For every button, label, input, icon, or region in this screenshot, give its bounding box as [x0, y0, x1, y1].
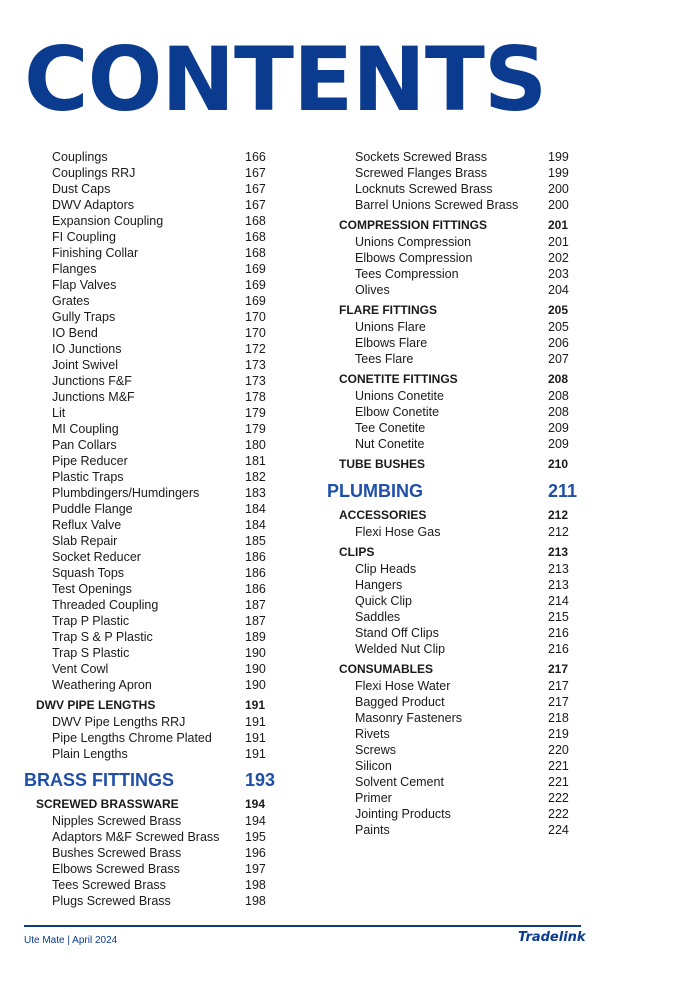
toc-entry-name: Plumbdingers/Humdingers	[52, 486, 200, 500]
toc-page-number: 221	[548, 775, 569, 789]
toc-page-number: 216	[548, 626, 569, 640]
toc-entry[interactable]	[24, 197, 274, 213]
toc-page-number: 190	[245, 662, 266, 676]
toc-entry[interactable]	[24, 581, 274, 597]
toc-entry[interactable]	[327, 149, 577, 165]
toc-entry[interactable]	[24, 549, 274, 565]
toc-page-number: 208	[548, 405, 569, 419]
toc-page-number: 180	[245, 438, 266, 452]
toc-page-number: 210	[548, 457, 569, 471]
toc-page-number: 213	[548, 578, 569, 592]
toc-page-number: 184	[245, 518, 266, 532]
toc-entry-name: Finishing Collar	[52, 246, 139, 260]
toc-entry[interactable]	[24, 341, 274, 357]
toc-entry-name: Rivets	[355, 727, 390, 741]
toc-page-number: 190	[245, 678, 266, 692]
toc-page-number: 172	[245, 342, 266, 356]
toc-entry[interactable]	[327, 282, 577, 298]
toc-entry[interactable]	[24, 405, 274, 421]
toc-entry[interactable]	[327, 577, 577, 593]
toc-subheading[interactable]	[327, 371, 577, 388]
toc-entry-name: Solvent Cement	[355, 775, 444, 789]
toc-page-number: 221	[548, 759, 569, 773]
toc-entry[interactable]	[327, 726, 577, 742]
toc-entry-name: Test Openings	[52, 582, 132, 596]
toc-page-number: 205	[548, 303, 569, 317]
toc-entry-name: DWV PIPE LENGTHS	[36, 698, 156, 712]
toc-entry[interactable]	[24, 645, 274, 661]
toc-subheading[interactable]	[327, 302, 577, 319]
toc-entry[interactable]	[24, 181, 274, 197]
toc-page-number: 222	[548, 791, 569, 805]
toc-page-number: 169	[245, 278, 266, 292]
toc-entry[interactable]	[24, 357, 274, 373]
toc-page-number: 170	[245, 326, 266, 340]
toc-entry-name: Stand Off Clips	[355, 626, 439, 640]
toc-entry[interactable]	[327, 593, 577, 609]
toc-page-number: 170	[245, 310, 266, 324]
toc-entry-name: IO Bend	[52, 326, 98, 340]
toc-entry-name: Silicon	[355, 759, 392, 773]
toc-entry-name: Unions Compression	[355, 235, 472, 249]
toc-page-number: 222	[548, 807, 569, 821]
toc-entry-name: Trap P Plastic	[52, 614, 130, 628]
toc-entry-name: Pipe Lengths Chrome Plated	[52, 731, 212, 745]
toc-entry[interactable]	[24, 845, 274, 861]
toc-entry-name: Pipe Reducer	[52, 454, 128, 468]
toc-entry[interactable]	[24, 277, 274, 293]
toc-entry[interactable]	[24, 469, 274, 485]
toc-entry[interactable]	[24, 245, 274, 261]
toc-subheading[interactable]	[327, 661, 577, 678]
toc-entry-name: Elbow Conetite	[355, 405, 440, 419]
toc-entry-name: Bagged Product	[355, 695, 445, 709]
toc-page-number: 214	[548, 594, 569, 608]
contents-column-right	[327, 149, 577, 838]
toc-entry[interactable]	[24, 213, 274, 229]
toc-page-number: 217	[548, 679, 569, 693]
toc-entry-name: Expansion Coupling	[52, 214, 164, 228]
toc-page-number: 224	[548, 823, 569, 837]
toc-entry-name: Grates	[52, 294, 90, 308]
toc-entry-name: CONSUMABLES	[339, 662, 434, 676]
toc-entry-name: CLIPS	[339, 545, 375, 559]
toc-entry-name: Unions Conetite	[355, 389, 444, 403]
toc-entry[interactable]	[24, 149, 274, 165]
toc-entry[interactable]	[327, 165, 577, 181]
toc-entry[interactable]	[327, 197, 577, 213]
toc-page-number: 167	[245, 182, 266, 196]
toc-entry[interactable]	[24, 730, 274, 746]
toc-entry[interactable]	[327, 420, 577, 436]
toc-entry[interactable]	[327, 234, 577, 250]
toc-page-number: 206	[548, 336, 569, 350]
toc-page-number: 205	[548, 320, 569, 334]
toc-page-number: 181	[245, 454, 266, 468]
toc-page-number: 191	[245, 715, 266, 729]
toc-entry-name: Bushes Screwed Brass	[52, 846, 182, 860]
toc-entry-name: Pan Collars	[52, 438, 117, 452]
toc-section[interactable]	[327, 479, 577, 503]
toc-entry-name: Tees Compression	[355, 267, 459, 281]
toc-entry[interactable]	[327, 609, 577, 625]
toc-page-number: 198	[245, 894, 266, 908]
toc-entry-name: COMPRESSION FITTINGS	[339, 218, 488, 232]
toc-entry[interactable]	[24, 517, 274, 533]
toc-entry-name: Puddle Flange	[52, 502, 133, 516]
toc-entry[interactable]	[327, 710, 577, 726]
toc-entry[interactable]	[24, 229, 274, 245]
toc-page-number: 184	[245, 502, 266, 516]
toc-entry[interactable]	[24, 165, 274, 181]
toc-entry-name: Unions Flare	[355, 320, 426, 334]
toc-entry-name: Flexi Hose Gas	[355, 525, 441, 539]
toc-entry-name: Tee Conetite	[355, 421, 426, 435]
toc-entry-name: Screwed Flanges Brass	[355, 166, 488, 180]
toc-entry-name: CONETITE FITTINGS	[339, 372, 458, 386]
toc-page-number: 195	[245, 830, 266, 844]
toc-entry[interactable]	[327, 790, 577, 806]
toc-entry-name: Flexi Hose Water	[355, 679, 451, 693]
toc-entry[interactable]	[24, 661, 274, 677]
toc-entry[interactable]	[327, 561, 577, 577]
toc-entry-name: Tees Flare	[355, 352, 414, 366]
toc-page-number: 182	[245, 470, 266, 484]
toc-entry-name: BRASS FITTINGS	[24, 770, 175, 790]
toc-entry-name: Adaptors M&F Screwed Brass	[52, 830, 220, 844]
toc-entry[interactable]	[327, 335, 577, 351]
toc-page-number: 213	[548, 562, 569, 576]
toc-page-number: 167	[245, 198, 266, 212]
toc-page-number: 213	[548, 545, 569, 559]
toc-page-number: 186	[245, 550, 266, 564]
toc-entry-name: Slab Repair	[52, 534, 118, 548]
toc-entry-name: Masonry Fasteners	[355, 711, 462, 725]
toc-entry-name: DWV Pipe Lengths RRJ	[52, 715, 186, 729]
toc-page-number: 187	[245, 614, 266, 628]
toc-page-number: 208	[548, 372, 569, 386]
toc-entry[interactable]	[327, 266, 577, 282]
toc-entry[interactable]	[24, 813, 274, 829]
toc-entry-name: Lit	[52, 406, 66, 420]
toc-entry[interactable]	[24, 746, 274, 762]
toc-page-number: 167	[245, 166, 266, 180]
toc-page-number: 191	[245, 698, 266, 712]
toc-page-number: 207	[548, 352, 569, 366]
toc-entry[interactable]	[24, 437, 274, 453]
toc-page-number: 179	[245, 406, 266, 420]
toc-entry[interactable]	[327, 774, 577, 790]
toc-entry[interactable]	[24, 877, 274, 893]
toc-entry-name: Junctions M&F	[52, 390, 135, 404]
toc-entry[interactable]	[24, 421, 274, 437]
toc-page-number: 199	[548, 150, 569, 164]
toc-page-number: 191	[245, 747, 266, 761]
toc-entry[interactable]	[327, 250, 577, 266]
toc-entry[interactable]	[24, 373, 274, 389]
toc-entry-name: Trap S Plastic	[52, 646, 130, 660]
toc-page-number: 200	[548, 198, 569, 212]
toc-subheading[interactable]	[327, 544, 577, 561]
toc-entry[interactable]	[327, 404, 577, 420]
toc-page-number: 212	[548, 508, 569, 522]
toc-entry[interactable]	[327, 319, 577, 335]
toc-page-number: 186	[245, 582, 266, 596]
toc-page-number: 173	[245, 358, 266, 372]
toc-page-number: 185	[245, 534, 266, 548]
toc-page-number: 179	[245, 422, 266, 436]
toc-page-number: 215	[548, 610, 569, 624]
toc-page-number: 208	[548, 389, 569, 403]
toc-entry[interactable]	[327, 758, 577, 774]
toc-entry[interactable]	[24, 629, 274, 645]
toc-page-number: 197	[245, 862, 266, 876]
toc-entry[interactable]	[327, 388, 577, 404]
toc-entry-name: Socket Reducer	[52, 550, 141, 564]
toc-entry-name: Olives	[355, 283, 390, 297]
toc-entry-name: Elbows Compression	[355, 251, 473, 265]
toc-entry-name: Welded Nut Clip	[355, 642, 446, 656]
toc-entry-name: Plastic Traps	[52, 470, 124, 484]
toc-page-number: 220	[548, 743, 569, 757]
toc-subheading[interactable]	[327, 217, 577, 234]
toc-page-number: 212	[548, 525, 569, 539]
toc-page-number: 183	[245, 486, 266, 500]
toc-entry-name: Threaded Coupling	[52, 598, 159, 612]
toc-page-number: 198	[245, 878, 266, 892]
toc-entry-name: Screws	[355, 743, 396, 757]
toc-page-number: 186	[245, 566, 266, 580]
toc-entry-name: Junctions F&F	[52, 374, 132, 388]
toc-page-number: 217	[548, 662, 569, 676]
toc-entry[interactable]	[327, 524, 577, 540]
toc-page-number: 202	[548, 251, 569, 265]
toc-entry-name: TUBE BUSHES	[339, 457, 426, 471]
toc-page-number: 199	[548, 166, 569, 180]
toc-page-number: 190	[245, 646, 266, 660]
toc-entry-name: SCREWED BRASSWARE	[36, 797, 179, 811]
toc-entry-name: Nut Conetite	[355, 437, 425, 451]
toc-entry[interactable]	[327, 181, 577, 197]
toc-entry-name: Barrel Unions Screwed Brass	[355, 198, 519, 212]
toc-subheading[interactable]	[327, 507, 577, 524]
toc-entry-name: FI Coupling	[52, 230, 116, 244]
toc-entry-name: Locknuts Screwed Brass	[355, 182, 493, 196]
toc-page-number: 169	[245, 294, 266, 308]
toc-page-number: 189	[245, 630, 266, 644]
toc-entry[interactable]	[24, 565, 274, 581]
toc-page-number: 201	[548, 235, 569, 249]
toc-entry-name: Reflux Valve	[52, 518, 122, 532]
toc-entry-name: Trap S & P Plastic	[52, 630, 153, 644]
toc-page-number: 209	[548, 437, 569, 451]
toc-entry-name: FLARE FITTINGS	[339, 303, 437, 317]
toc-entry-name: Joint Swivel	[52, 358, 118, 372]
toc-entry[interactable]	[327, 742, 577, 758]
toc-subheading[interactable]	[327, 456, 577, 473]
toc-page-number: 211	[548, 481, 578, 501]
toc-entry[interactable]	[327, 694, 577, 710]
page-title: CONTENTS	[24, 28, 547, 131]
toc-entry[interactable]	[327, 436, 577, 452]
toc-entry-name: Saddles	[355, 610, 401, 624]
toc-entry-name: Gully Traps	[52, 310, 116, 324]
toc-entry[interactable]	[327, 822, 577, 838]
toc-entry-name: DWV Adaptors	[52, 198, 134, 212]
toc-entry[interactable]	[327, 678, 577, 694]
toc-subheading[interactable]	[24, 697, 274, 714]
footer-divider	[24, 925, 581, 927]
toc-entry[interactable]	[24, 714, 274, 730]
contents-column-left	[24, 149, 274, 909]
toc-entry-name: Flanges	[52, 262, 97, 276]
toc-page-number: 173	[245, 374, 266, 388]
toc-page-number: 191	[245, 731, 266, 745]
toc-entry-name: ACCESSORIES	[339, 508, 427, 522]
toc-page-number: 193	[245, 770, 276, 790]
toc-entry[interactable]	[24, 389, 274, 405]
tradelink-logo: Tradelink	[518, 930, 586, 945]
toc-entry[interactable]	[24, 309, 274, 325]
toc-page-number: 178	[245, 390, 266, 404]
toc-entry-name: Dust Caps	[52, 182, 111, 196]
toc-entry-name: Nipples Screwed Brass	[52, 814, 182, 828]
toc-entry-name: Hangers	[355, 578, 403, 592]
toc-page-number: 201	[548, 218, 569, 232]
toc-page-number: 194	[245, 814, 266, 828]
footer-publication-info: Ute Mate | April 2024	[24, 935, 118, 946]
toc-page-number: 219	[548, 727, 569, 741]
toc-entry[interactable]	[24, 829, 274, 845]
toc-entry-name: Paints	[355, 823, 390, 837]
toc-entry-name: MI Coupling	[52, 422, 119, 436]
toc-entry-name: Weathering Apron	[52, 678, 152, 692]
toc-entry[interactable]	[24, 597, 274, 613]
toc-entry[interactable]	[24, 485, 274, 501]
toc-entry[interactable]	[24, 533, 274, 549]
toc-subheading[interactable]	[24, 796, 274, 813]
toc-entry-name: Elbows Flare	[355, 336, 428, 350]
toc-entry-name: Plugs Screwed Brass	[52, 894, 171, 908]
toc-entry-name: Jointing Products	[355, 807, 451, 821]
toc-entry-name: Couplings	[52, 150, 108, 164]
toc-entry-name: Tees Screwed Brass	[52, 878, 166, 892]
toc-page-number: 166	[245, 150, 266, 164]
toc-entry-name: Flap Valves	[52, 278, 117, 292]
toc-entry[interactable]	[24, 293, 274, 309]
toc-entry[interactable]	[24, 893, 274, 909]
toc-entry[interactable]	[24, 453, 274, 469]
toc-entry-name: Primer	[355, 791, 392, 805]
toc-entry[interactable]	[24, 677, 274, 693]
toc-entry-name: Sockets Screwed Brass	[355, 150, 487, 164]
toc-entry-name: Quick Clip	[355, 594, 412, 608]
toc-page-number: 204	[548, 283, 569, 297]
toc-entry-name: Elbows Screwed Brass	[52, 862, 180, 876]
toc-page-number: 169	[245, 262, 266, 276]
toc-page-number: 168	[245, 214, 266, 228]
toc-page-number: 194	[245, 797, 266, 811]
toc-entry[interactable]	[327, 806, 577, 822]
toc-entry[interactable]	[24, 861, 274, 877]
toc-page-number: 168	[245, 246, 266, 260]
toc-entry[interactable]	[327, 641, 577, 657]
toc-page-number: 168	[245, 230, 266, 244]
toc-page-number: 200	[548, 182, 569, 196]
toc-page-number: 203	[548, 267, 569, 281]
toc-entry-name: Squash Tops	[52, 566, 125, 580]
toc-entry-name: Couplings RRJ	[52, 166, 136, 180]
toc-page-number: 217	[548, 695, 569, 709]
toc-page-number: 209	[548, 421, 569, 435]
toc-section[interactable]	[24, 768, 274, 792]
toc-page-number: 187	[245, 598, 266, 612]
toc-entry[interactable]	[24, 325, 274, 341]
toc-entry-name: PLUMBING	[327, 481, 423, 501]
toc-entry[interactable]	[327, 625, 577, 641]
toc-entry-name: Vent Cowl	[52, 662, 109, 676]
toc-entry-name: Plain Lengths	[52, 747, 128, 761]
toc-entry-name: Clip Heads	[355, 562, 417, 576]
toc-entry[interactable]	[327, 351, 577, 367]
toc-page-number: 216	[548, 642, 569, 656]
toc-page-number: 218	[548, 711, 569, 725]
toc-entry-name: IO Junctions	[52, 342, 122, 356]
toc-entry[interactable]	[24, 501, 274, 517]
toc-entry[interactable]	[24, 261, 274, 277]
toc-entry[interactable]	[24, 613, 274, 629]
toc-page-number: 196	[245, 846, 266, 860]
